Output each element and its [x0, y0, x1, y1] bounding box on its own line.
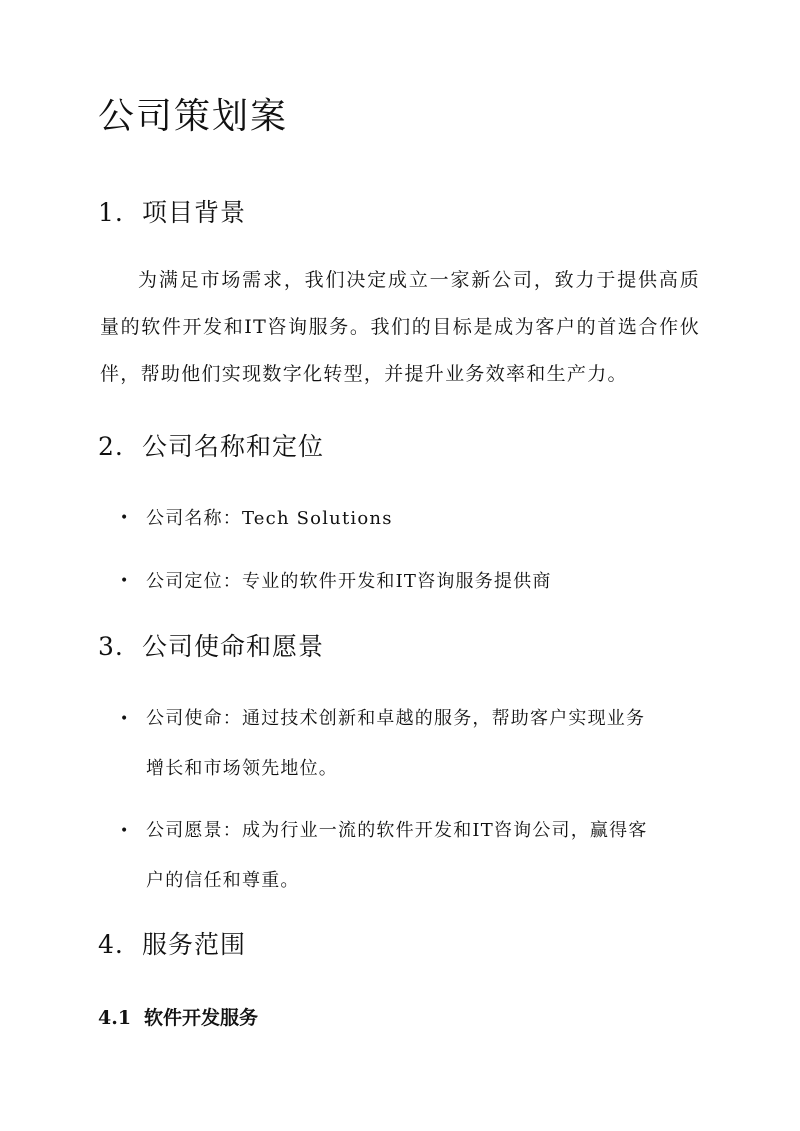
- section-number: 4.: [98, 930, 124, 959]
- section-heading-1: [98, 196, 246, 230]
- section-list-3: [100, 694, 660, 918]
- list-item-text: 公司名称：Tech Solutions: [146, 508, 393, 529]
- section-number: 2.: [98, 432, 124, 461]
- section-heading-3: [98, 630, 324, 664]
- document-title: 公司策划案: [98, 96, 289, 137]
- list-item: [100, 492, 700, 545]
- section-title: 公司名称和定位: [142, 432, 325, 461]
- subsection-heading-4-1: [98, 1004, 258, 1032]
- section-number: 3.: [98, 632, 124, 661]
- list-item: [100, 806, 660, 906]
- bullet-icon: •: [120, 823, 130, 839]
- list-item-text: 公司愿景：成为行业一流的软件开发和IT咨询公司，赢得客户的信任和尊重。: [146, 820, 648, 891]
- section-title: 服务范围: [142, 930, 247, 959]
- section-paragraph-1: 为满足市场需求，我们决定成立一家新公司，致力于提供高质量的软件开发和IT咨询服务。我们的目标是成为客户的首选合作伙伴，帮助他们实现数字化转型，并提升业务效率和生产力。: [100, 269, 700, 385]
- list-item-text: 公司使命：通过技术创新和卓越的服务，帮助客户实现业务增长和市场领先地位。: [146, 708, 646, 779]
- list-item-text: 公司定位：专业的软件开发和IT咨询服务提供商: [146, 571, 552, 592]
- bullet-icon: •: [120, 510, 130, 526]
- bullet-icon: •: [120, 711, 130, 727]
- section-number: 1.: [98, 198, 124, 227]
- section-heading-2: [98, 430, 324, 464]
- list-item: [100, 694, 660, 794]
- bullet-icon: •: [120, 573, 130, 589]
- section-list-2: [100, 492, 700, 608]
- section-heading-4: [98, 928, 246, 962]
- list-item: [100, 555, 700, 608]
- section-title: 公司使命和愿景: [142, 632, 325, 661]
- section-title: 项目背景: [142, 198, 247, 227]
- subsection-number: 4.1: [98, 1007, 132, 1029]
- subsection-title: 软件开发服务: [144, 1007, 259, 1029]
